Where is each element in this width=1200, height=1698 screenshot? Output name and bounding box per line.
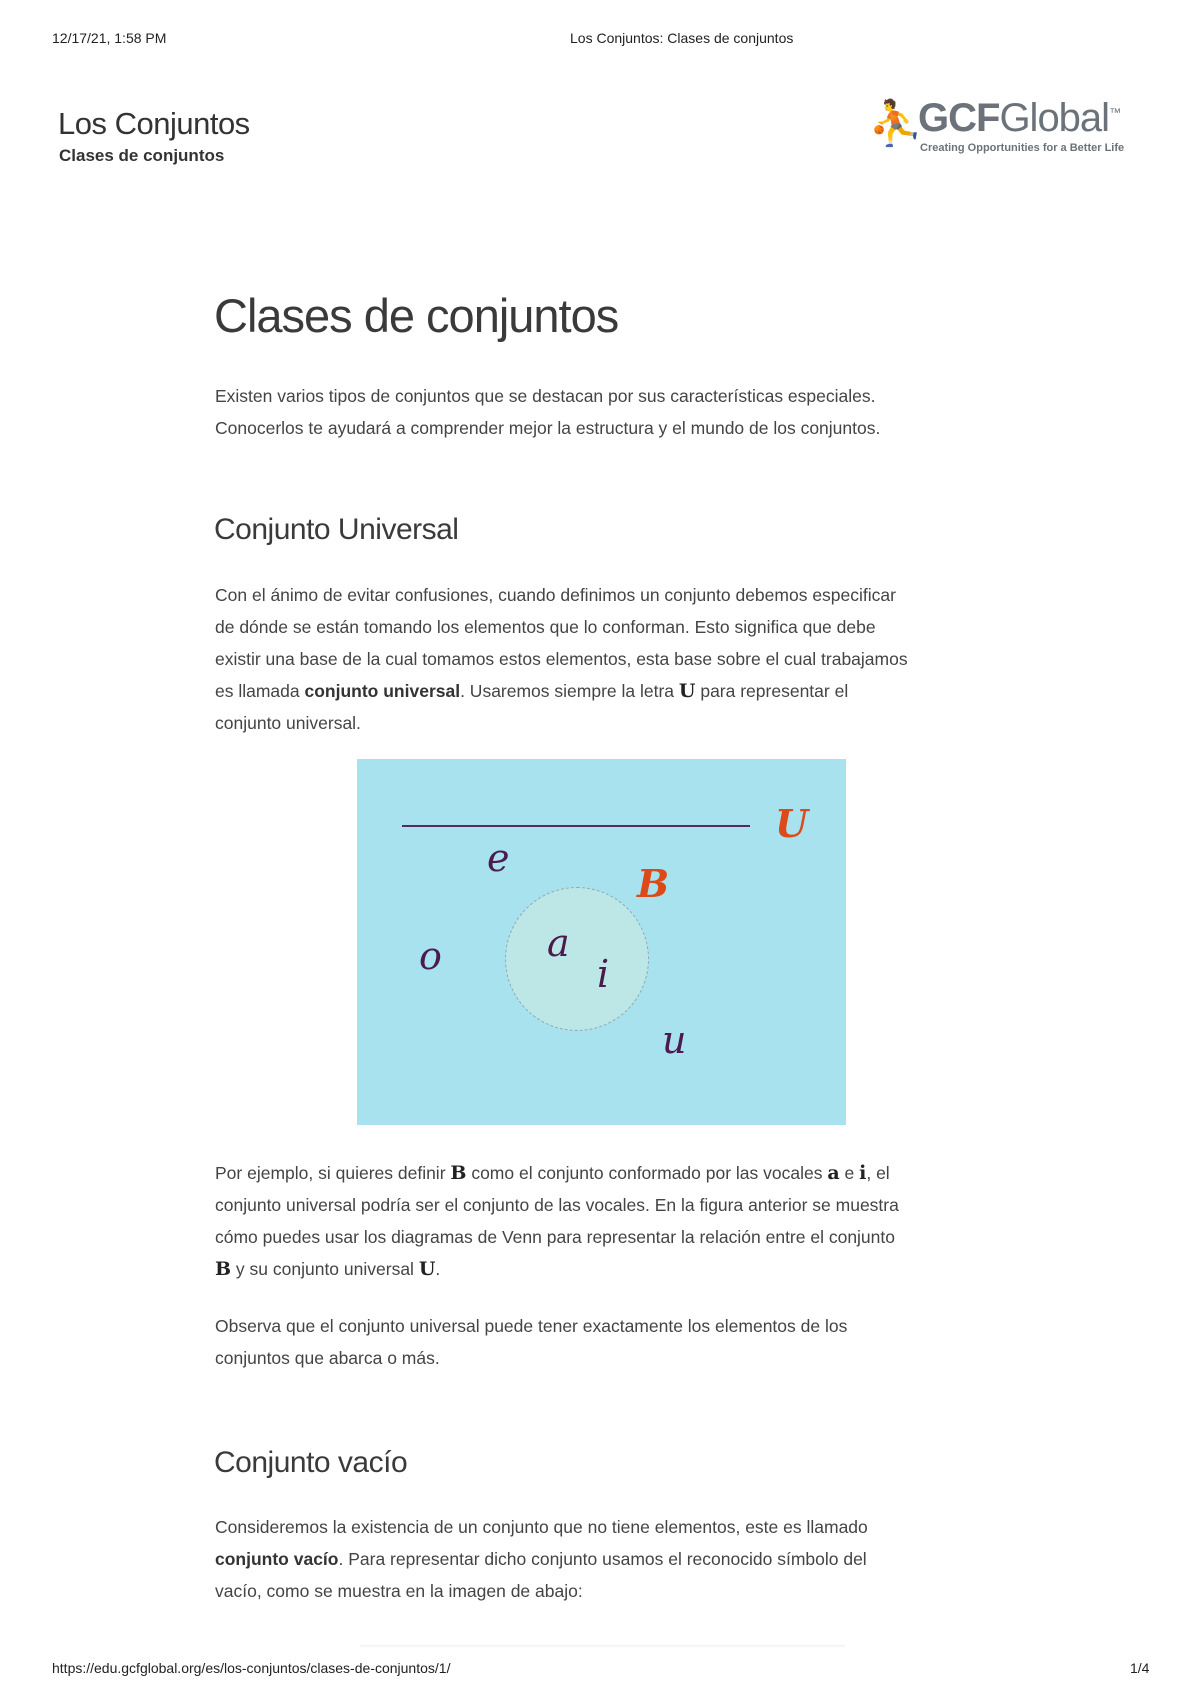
gcfglobal-logo[interactable] [868, 98, 1158, 160]
print-datetime: 12/17/21, 1:58 PM [52, 30, 167, 46]
logo-wordmark: GCFGlobal™ [918, 96, 1121, 140]
print-title: Los Conjuntos: Clases de conjuntos [570, 30, 794, 46]
observation-paragraph: Observa que el conjunto universal puede tener exactamente los elementos de los conjuntos que abarca o más. [215, 1316, 848, 1368]
element-o: o [419, 934, 442, 978]
logo-tagline: Creating Opportunities for a Better Life [920, 142, 1125, 154]
label-B: B [637, 861, 670, 906]
venn-diagram [357, 759, 846, 1125]
example-paragraph: Por ejemplo, si quieres definir B como el conjunto conformado por las vocales a e i, el conjunto universal podría ser el conjunto de las vocales. En la figura anterior se muestra cómo puedes usar los diagramas de Venn para representar la relación entre el conjunto B y su conjunto universal U. [215, 1162, 899, 1280]
next-image-edge [360, 1645, 845, 1648]
element-e: e [487, 836, 510, 880]
heading-conjunto-universal: Conjunto Universal [214, 513, 459, 546]
element-u: u [662, 1018, 687, 1062]
print-url: https://edu.gcfglobal.org/es/los-conjuntos/clases-de-conjuntos/1/ [52, 1660, 451, 1676]
page-number: 1/4 [1130, 1660, 1150, 1676]
climber-icon: ⛹ [868, 99, 923, 148]
lesson-title: Clases de conjuntos [59, 146, 225, 165]
empty-set-paragraph: Consideremos la existencia de un conjunto que no tiene elementos, este es llamado conjunto vacío. Para representar dicho conjunto usamos el reconocido símbolo del vacío, como se muestra en la imagen de abajo: [215, 1517, 868, 1601]
set-B-circle [505, 887, 649, 1031]
page-title: Clases de conjuntos [214, 289, 619, 342]
element-a: a [547, 921, 570, 965]
universe-line [402, 825, 750, 827]
element-i: i [597, 952, 610, 996]
heading-conjunto-vacio: Conjunto vacío [214, 1446, 408, 1479]
intro-paragraph: Existen varios tipos de conjuntos que se destacan por sus características especiales. Conocerlos te ayudará a comprender mejor la estructura y el mundo de los conjuntos. [215, 386, 881, 438]
course-title[interactable]: Los Conjuntos [58, 106, 250, 141]
label-U: U [775, 801, 809, 846]
universal-paragraph: Con el ánimo de evitar confusiones, cuando definimos un conjunto debemos especificar de dónde se están tomando los elementos que lo conforman. Esto significa que debe existir una base de la cual tomamos estos elementos, esta base sobre el cual trabajamos es llamada conjunto universal. Usaremos siempre la letra U para representar el conjunto universal. [215, 585, 908, 733]
